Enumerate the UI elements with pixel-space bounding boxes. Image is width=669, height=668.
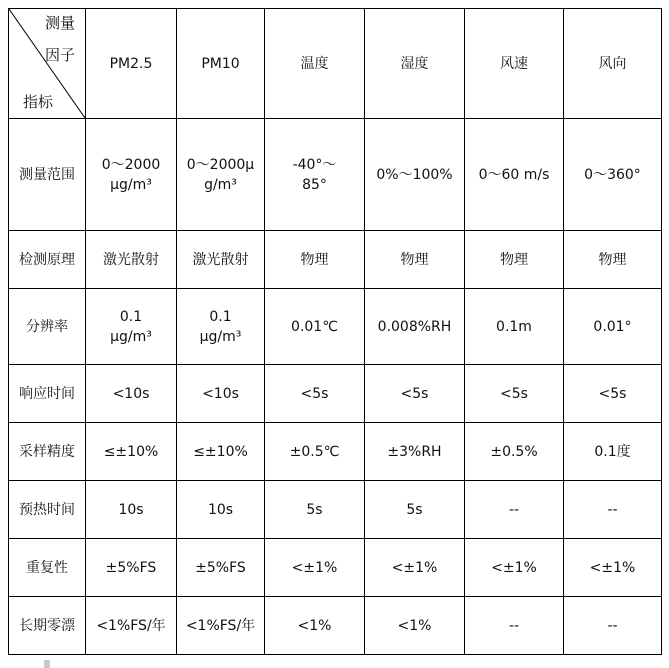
table-cell: 0～2000 μg/m³	[86, 119, 177, 231]
table-row	[9, 365, 662, 423]
table-cell: <±1%	[365, 539, 465, 597]
table-cell: 0%～100%	[365, 119, 465, 231]
column-header-pm25: PM2.5	[86, 9, 177, 119]
table-cell: 5s	[265, 481, 365, 539]
column-header-pm10: PM10	[177, 9, 265, 119]
table-row	[9, 289, 662, 365]
table-cell: 0～60 m/s	[465, 119, 564, 231]
table-cell: <±1%	[564, 539, 662, 597]
corner-label-indicator: 指标	[23, 93, 54, 111]
table-cell: <5s	[465, 365, 564, 423]
column-header-wind-speed: 风速	[465, 9, 564, 119]
table-cell: 0.1度	[564, 423, 662, 481]
row-label: 长期零漂	[9, 597, 86, 655]
table-cell: 0.1m	[465, 289, 564, 365]
column-header-wind-direction: 风向	[564, 9, 662, 119]
table-cell: -40°～ 85°	[265, 119, 365, 231]
table-cell: ±0.5%	[465, 423, 564, 481]
table-cell: <1%FS/年	[86, 597, 177, 655]
table-cell: 激光散射	[86, 231, 177, 289]
table-cell: 0.01°	[564, 289, 662, 365]
table-cell: 激光散射	[177, 231, 265, 289]
table-cell: ≤±10%	[86, 423, 177, 481]
table-row	[9, 539, 662, 597]
table-cell: --	[465, 481, 564, 539]
table-cell: ±5%FS	[86, 539, 177, 597]
table-cell: <1%FS/年	[177, 597, 265, 655]
table-cell: <5s	[365, 365, 465, 423]
table-cell: <5s	[265, 365, 365, 423]
table-row	[9, 481, 662, 539]
page-margin-mark	[44, 660, 50, 668]
table-cell: <10s	[177, 365, 265, 423]
row-label: 检测原理	[9, 231, 86, 289]
table-cell: 0.008%RH	[365, 289, 465, 365]
table-cell: --	[564, 597, 662, 655]
table-cell: --	[465, 597, 564, 655]
table-cell: <10s	[86, 365, 177, 423]
table-cell: ±0.5℃	[265, 423, 365, 481]
column-header-temperature: 温度	[265, 9, 365, 119]
table-row	[9, 423, 662, 481]
table-body	[9, 119, 662, 655]
row-label: 重复性	[9, 539, 86, 597]
table-cell: 0.01℃	[265, 289, 365, 365]
table-cell: ≤±10%	[177, 423, 265, 481]
row-label: 分辨率	[9, 289, 86, 365]
table-cell: 物理	[465, 231, 564, 289]
table-cell: <1%	[265, 597, 365, 655]
table-cell: <5s	[564, 365, 662, 423]
table-cell: ±3%RH	[365, 423, 465, 481]
table-cell: ±5%FS	[177, 539, 265, 597]
table-row	[9, 231, 662, 289]
corner-cell	[9, 9, 86, 119]
table-cell: <±1%	[465, 539, 564, 597]
table-cell: 10s	[86, 481, 177, 539]
table-cell: 物理	[265, 231, 365, 289]
table-row	[9, 119, 662, 231]
table-cell: 10s	[177, 481, 265, 539]
table-cell: 0～2000μ g/m³	[177, 119, 265, 231]
row-label: 采样精度	[9, 423, 86, 481]
row-label: 响应时间	[9, 365, 86, 423]
spec-table	[8, 8, 662, 655]
table-cell: <1%	[365, 597, 465, 655]
table-cell: 0.1 μg/m³	[86, 289, 177, 365]
table-cell: <±1%	[265, 539, 365, 597]
table-row	[9, 597, 662, 655]
table-cell: 0.1 μg/m³	[177, 289, 265, 365]
corner-label-measure: 测量	[44, 14, 75, 32]
corner-label-factor: 因子	[44, 46, 75, 64]
row-label: 预热时间	[9, 481, 86, 539]
row-label: 测量范围	[9, 119, 86, 231]
column-header-humidity: 湿度	[365, 9, 465, 119]
table-cell: 物理	[564, 231, 662, 289]
table-cell: --	[564, 481, 662, 539]
table-cell: 5s	[365, 481, 465, 539]
table-cell: 0～360°	[564, 119, 662, 231]
table-cell: 物理	[365, 231, 465, 289]
header-row	[9, 9, 662, 119]
